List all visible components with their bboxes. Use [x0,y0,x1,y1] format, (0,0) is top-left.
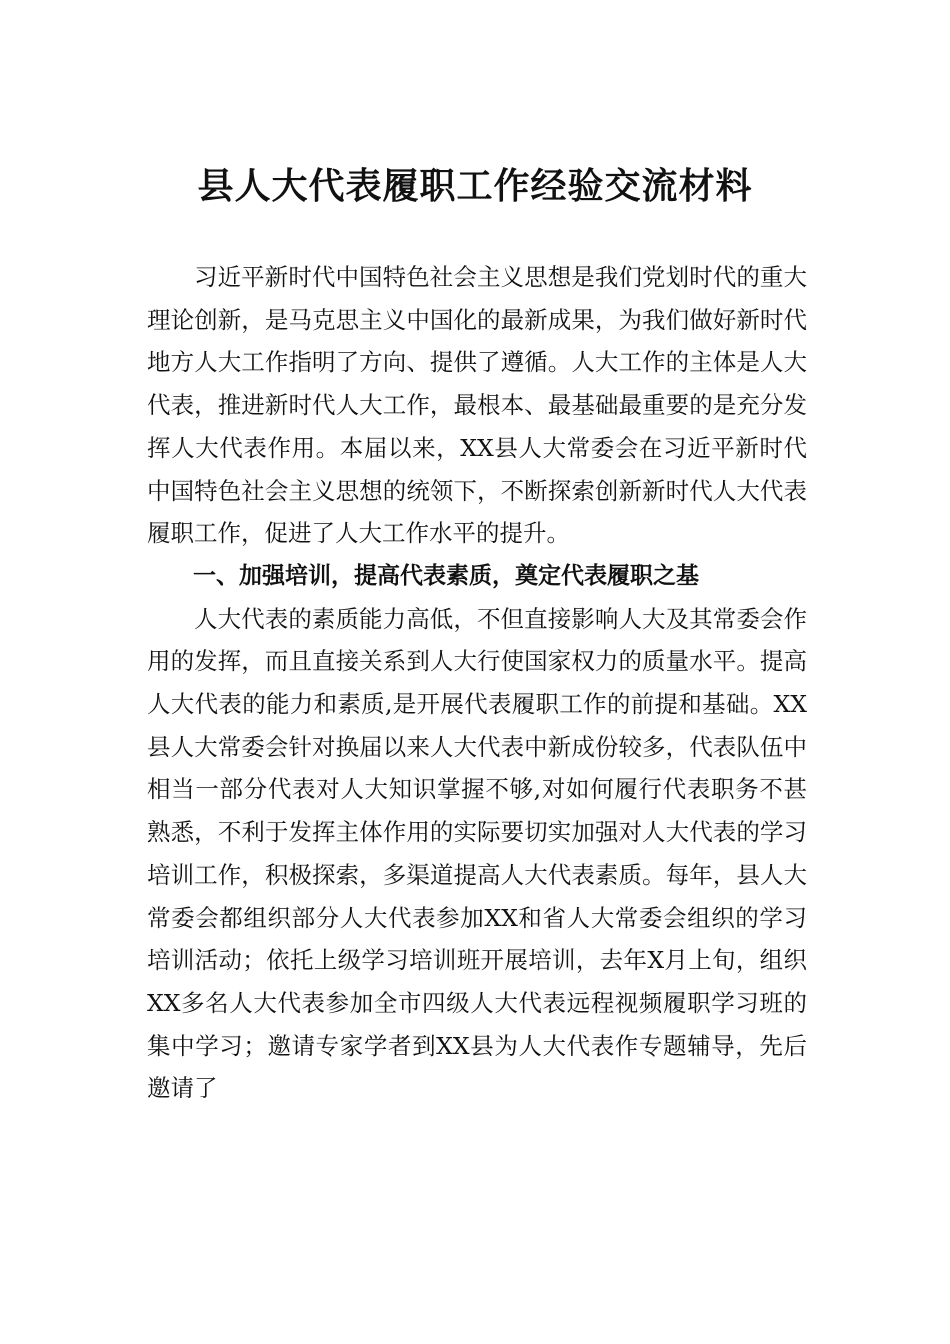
intro-paragraph: 习近平新时代中国特色社会主义思想是我们党划时代的重大理论创新，是马克思主义中国化的最新成果，为我们做好新时代地方人大工作指明了方向、提供了遵循。人大工作的主体是人大代表，推进新时代人大工作，最根本、最基础最重要的是充分发挥人大代表作用。本届以来，XX县人大常委会在习近平新时代中国特色社会主义思想的统领下，不断探索创新新时代人大代表履职工作，促进了人大工作水平的提升。 [147,263,807,548]
section-heading: 一、加强培训，提高代表素质，奠定代表履职之基 [193,562,699,589]
document-title: 县人大代表履职工作经验交流材料 [197,165,753,207]
document-body [147,256,807,1110]
section-paragraph: 人大代表的素质能力高低，不但直接影响人大及其常委会作用的发挥，而且直接关系到人大行使国家权力的质量水平。提高人大代表的能力和素质,是开展代表履职工作的前提和基础。XX县人大常委会针对换届以来人大代表中新成份较多，代表队伍中相当一部分代表对人大知识掌握不够,对如何履行代表职务不甚熟悉，不利于发挥主体作用的实际要切实加强对人大代表的学习培训工作，积极探索，多渠道提高人大代表素质。每年，县人大常委会都组织部分人大代表参加XX和省人大常委会组织的学习培训活动；依托上级学习培训班开展培训，去年X月上旬，组织XX多名人大代表参加全市四级人大代表远程视频履职学习班的集中学习；邀请专家学者到XX县为人大代表作专题辅导，先后邀请了 [147,604,807,1103]
